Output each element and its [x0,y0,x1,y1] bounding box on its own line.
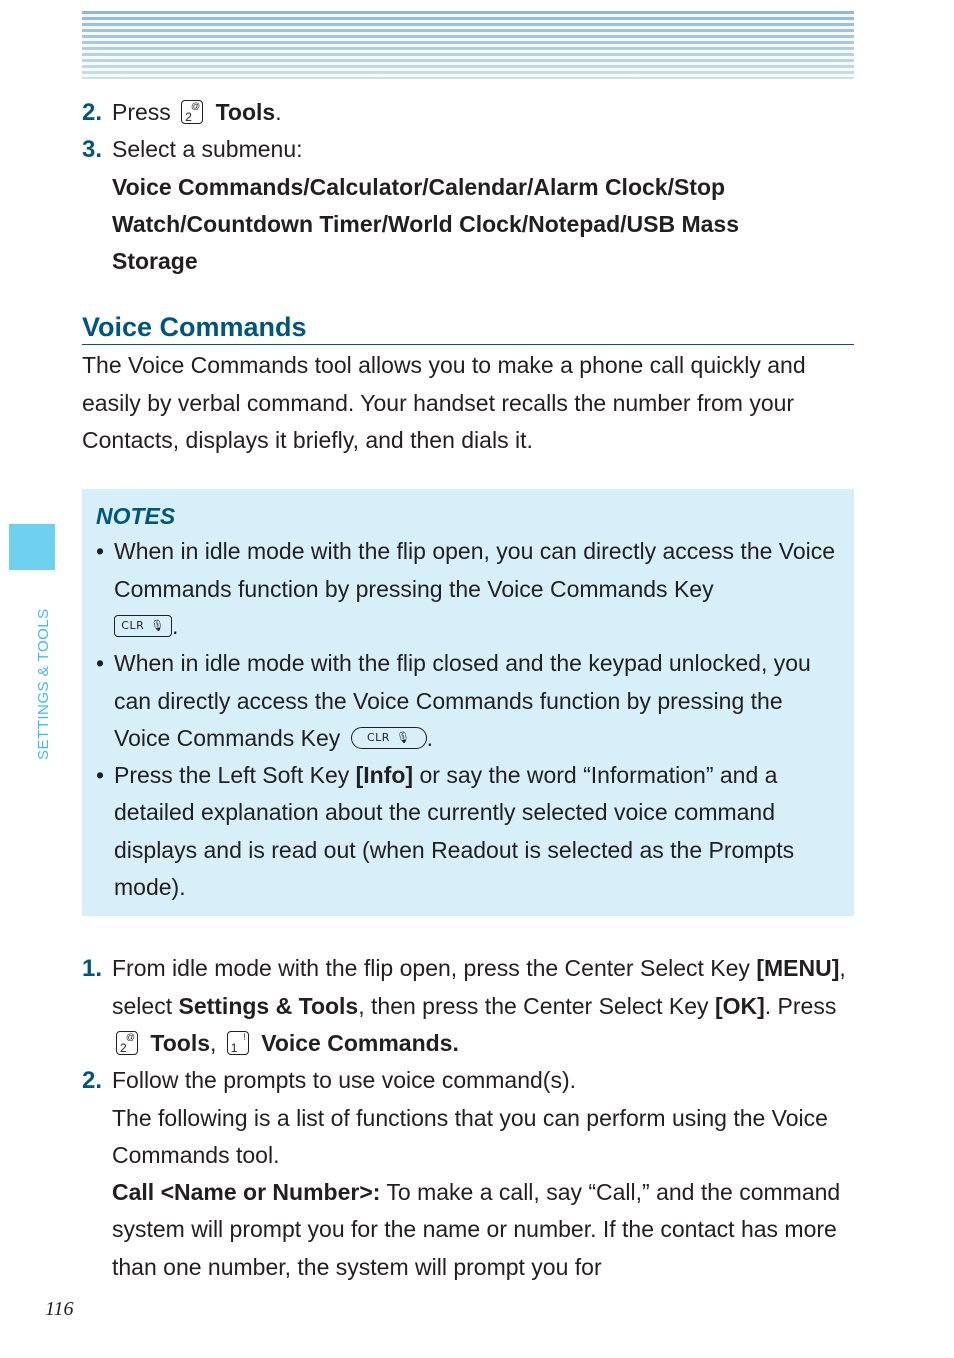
submenu-line-1: Voice Commands/Calculator/Calendar/Alarm Clock/Stop [112,173,726,200]
notes-title: NOTES [96,503,176,530]
step-number: 3. [82,136,103,164]
page-content [82,94,854,1286]
step-text: Select a submenu: [112,136,303,163]
step-number: 2. [82,99,103,126]
step-1: 1. From idle mode with the flip open, press the Center Select Key [MENU], select Settings & Tools, then press the Center Select Key [OK]. Press 2 @ Tools, 1 ! Voice Commands. [82,950,854,1062]
key-1-icon: 1 ! [227,1031,249,1055]
section-intro: The Voice Commands tool allows you to make a phone call quickly and easily by verbal command. Your handset recalls the number from your Contacts, displays it briefly, and then dials it. [82,352,806,454]
section-tab [9,524,55,570]
tools-label: Tools [215,99,276,125]
step-2: 2. Follow the prompts to use voice command(s). The following is a list of functions that you can perform using the Voice Commands tool. Call <Name or Number>: To make a call, say “Call,” and the command system will prompt you for the name or number. If the contact has more than one number, the system will prompt you for [82,1062,854,1286]
page-number: 116 [45,1298,74,1320]
submenu-line-3: Storage [112,248,198,275]
notes-box [82,489,854,916]
note-1: • When in idle mode with the flip open, you can directly access the Voice Commands function by pressing the Voice Commands Key CLR 🎙 . [96,533,838,645]
step-text: Press [112,99,171,125]
header-band [82,11,854,79]
steps-list [82,950,854,1286]
step-number: 1. [82,955,103,983]
clr-voice-key-icon: CLR 🎙 [114,615,172,637]
note-3: • Press the Left Soft Key [Info] or say the word “Information” and a detailed explanation about the currently selected voice command displays and is read out (when Readout is selected as the Prompts mode). [96,757,838,906]
step-number: 2. [82,1067,103,1095]
key-2-icon: 2 @ [116,1031,138,1055]
note-2: • When in idle mode with the flip closed and the keypad unlocked, you can directly access the Voice Commands function by pressing the Voice Commands Key CLR 🎙 . [96,645,838,757]
section-title: Voice Commands [82,310,854,345]
clr-voice-key-icon: CLR 🎙 [351,727,427,749]
key-2-icon: 2 @ [181,100,203,124]
step-3-top [82,131,854,280]
section-side-label: SETTINGS & TOOLS [35,608,52,760]
step-2-top: 2. Press 2 @ Tools. [82,94,854,131]
submenu-line-2: Watch/Countdown Timer/World Clock/Notepad/USB Mass [112,210,740,237]
